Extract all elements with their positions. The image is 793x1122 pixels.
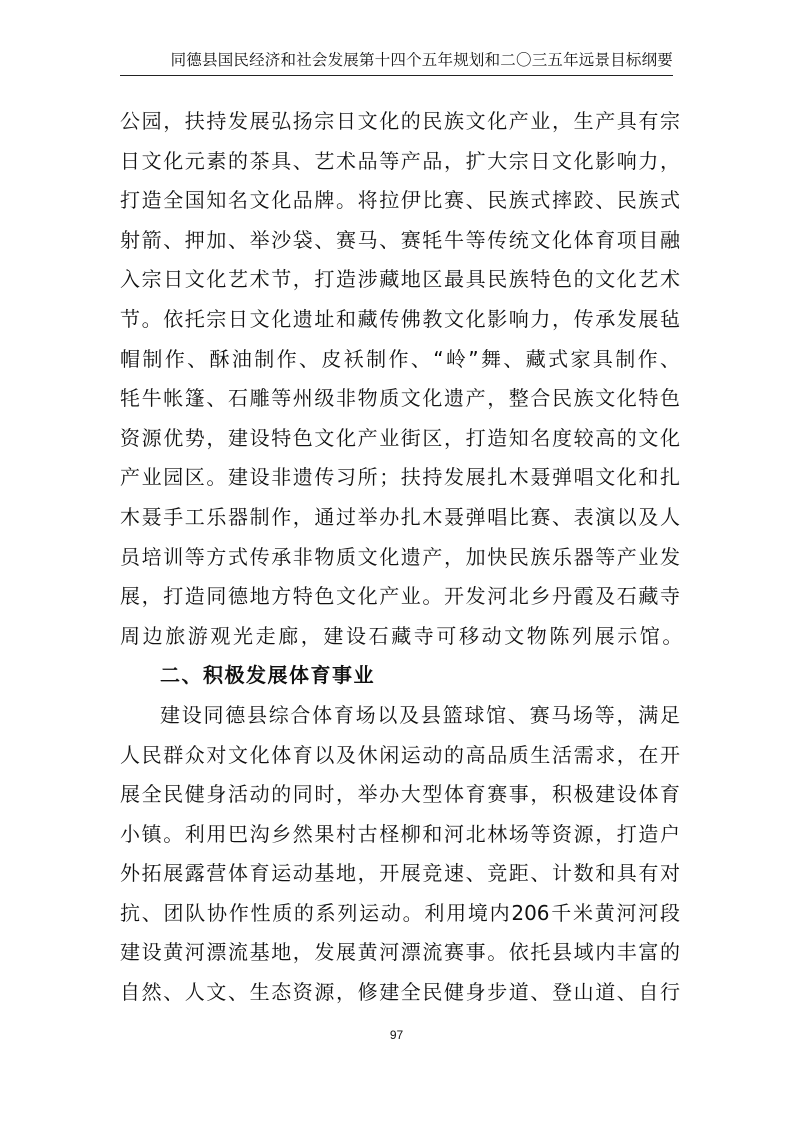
paragraph-line: 展，打造同德地方特色文化产业。开发河北乡丹霞及石藏寺 [120, 584, 680, 609]
paragraph-line: 自然、人文、生态资源，修建全民健身步道、登山道、自行 [120, 980, 680, 1005]
paragraph-line: 牦牛帐篷、石雕等州级非物质文化遗产，整合民族文化特色 [120, 386, 680, 411]
paragraph-line: 建设黄河漂流基地，发展黄河漂流赛事。依托县域内丰富的 [120, 940, 680, 965]
paragraph-line: 人民群众对文化体育以及休闲运动的高品质生活需求，在开 [120, 742, 680, 767]
running-header: 同德县国民经济和社会发展第十四个五年规划和二〇三五年远景目标纲要 [170, 51, 673, 69]
paragraph-line: 打造全国知名文化品牌。将拉伊比赛、民族式摔跤、民族式 [120, 188, 680, 213]
paragraph-line: 建设同德县综合体育场以及县篮球馆、赛马场等，满足 [160, 702, 680, 727]
header-rule [120, 75, 673, 76]
paragraph-line: 产业园区。建设非遗传习所；扶持发展扎木聂弹唱文化和扎 [120, 465, 680, 490]
body-text [120, 102, 685, 1013]
paragraph-line: 周边旅游观光走廊，建设石藏寺可移动文物陈列展示馆。 [120, 623, 685, 648]
paragraph-line: 木聂手工乐器制作，通过举办扎木聂弹唱比赛、表演以及人 [120, 504, 680, 529]
paragraph-line: 节。依托宗日文化遗址和藏传佛教文化影响力，传承发展毡 [120, 306, 680, 331]
paragraph-line: 日文化元素的茶具、艺术品等产品，扩大宗日文化影响力， [120, 148, 680, 173]
paragraph-line: 帽制作、酥油制作、皮袄制作、“岭”舞、藏式家具制作、 [120, 346, 680, 371]
page-number: 97 [389, 1028, 404, 1042]
paragraph-line: 员培训等方式传承非物质文化遗产，加快民族乐器等产业发 [120, 544, 680, 569]
paragraph-line: 入宗日文化艺术节，打造涉藏地区最具民族特色的文化艺术 [120, 267, 680, 292]
paragraph-line: 展全民健身活动的同时，举办大型体育赛事，积极建设体育 [120, 782, 680, 807]
paragraph-line: 资源优势，建设特色文化产业街区，打造知名度较高的文化 [120, 425, 680, 450]
paragraph-line: 小镇。利用巴沟乡然果村古柽柳和河北林场等资源，打造户 [120, 821, 680, 846]
section-heading: 二、积极发展体育事业 [160, 663, 375, 688]
paragraph-line: 外拓展露营体育运动基地，开展竞速、竞距、计数和具有对 [120, 861, 680, 886]
paragraph-line: 抗、团队协作性质的系列运动。利用境内206千米黄河河段 [120, 900, 680, 925]
paragraph-line: 公园，扶持发展弘扬宗日文化的民族文化产业，生产具有宗 [120, 109, 680, 133]
paragraph-line: 射箭、押加、举沙袋、赛马、赛牦牛等传统文化体育项目融 [120, 227, 680, 252]
